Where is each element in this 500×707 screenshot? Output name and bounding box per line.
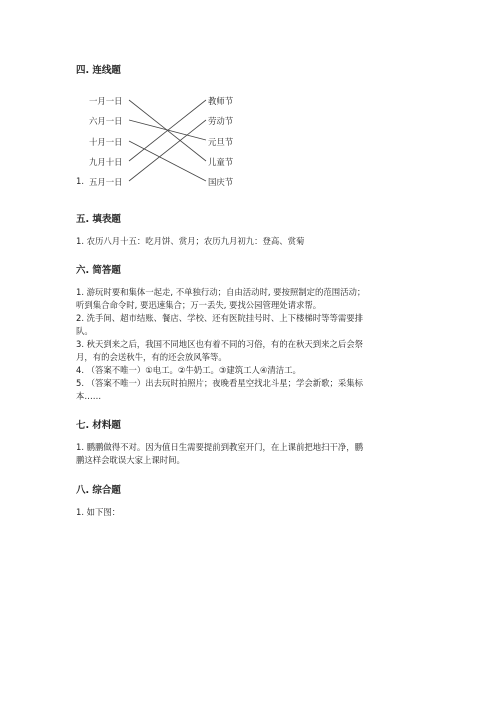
section-6-line-1: 1. 游玩时要和集体一起走, 不单独行动；自由活动时, 要按照制定的范围活动； [76,287,366,297]
match-line-3 [129,141,206,181]
match-question-number: 1. [76,176,84,186]
match-left-1: 一月一日 [89,96,123,106]
section-6-line-8: 5. （答案不唯一）出去玩时拍照片；夜晚看星空找北斗星；学会新歌；采集标 [76,378,364,388]
match-right-4: 儿童节 [208,157,234,167]
section-6-line-4: 队。 [76,326,93,336]
section-7-title: 七. 材料题 [76,420,121,431]
section-6-line-6: 月，有的会送秋牛，有的还会放风筝等。 [76,352,227,362]
match-right-2: 劳动节 [208,116,234,126]
section-6-line-5: 3. 秋天到来之后，我国不同地区也有着不同的习俗，有的在秋天到来之后会祭 [76,339,364,349]
section-6-line-2: 听到集合命令时, 要迅速集合；万一丢失, 要找公园管理处请求帮。 [76,300,322,310]
match-left-3: 十月一日 [89,137,123,147]
match-left-4: 九月十日 [89,157,123,167]
section-7-line-1: 1. 鹏鹏做得不对。因为值日生需要提前到教室开门，在上课前把地扫干净，鹏 [76,442,364,452]
match-right-1: 教师节 [208,96,234,106]
section-7-line-2: 鹏这样会耽误大家上课时间。 [76,455,185,465]
section-4-title: 四. 连线题 [76,65,121,76]
match-right-5: 国庆节 [208,177,234,187]
match-left-5: 五月一日 [89,177,123,187]
section-6-line-7: 4. （答案不唯一）①电工。②牛奶工。③建筑工人④清洁工。 [76,365,301,375]
match-left-2: 六月一日 [89,116,123,126]
section-5-title: 五. 填表题 [76,214,121,225]
section-8-line-1: 1. 如下图： [76,507,121,517]
match-right-3: 元旦节 [208,137,234,147]
match-line-5 [129,120,206,181]
section-8-title: 八. 综合题 [76,485,121,496]
section-5-line-1: 1. 农历八月十五：吃月饼、赏月；农历九月初九：登高、赏菊 [76,236,305,246]
section-6-line-9: 本…… [76,391,102,401]
section-6-title: 六. 简答题 [76,265,121,276]
section-6-line-3: 2. 洗手间、超市结账、餐店、学校、还有医院挂号时、上下楼梯时等等需要排 [76,313,364,323]
